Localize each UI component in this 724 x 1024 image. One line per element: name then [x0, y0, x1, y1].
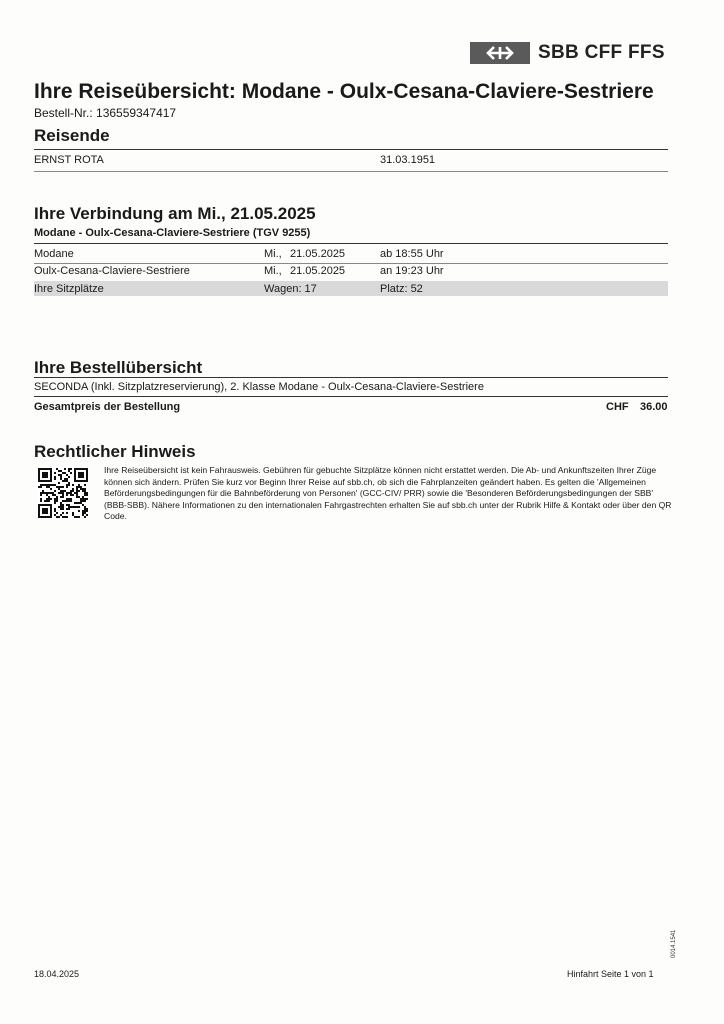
- legal-text: Ihre Reiseübersicht ist kein Fahrausweis. Gebühren für gebuchte Sitzplätze können nicht erstattet werden. Die Ab- und Ankunftszeiten Ihrer Züge können sich ändern. Prüfen Sie kurz vor Beginn Ihrer Reise auf sbb.ch, ob sich die Fahrplanzeiten geändert haben. Es gelten die 'Allgemeinen Beförderungsbedingungen für die Bahnbeförderung von Personen' (GCC-CIV/ PRR) sowie die 'Besonderen Beförderungsbedingungen der SBB' (BBB-SBB). Nähere Informationen zu den internationalen Fahrgastrechten erhalten Sie auf sbb.ch unter der Rubrik Hilfe & Kontakt oder über den QR Code.: [104, 465, 672, 522]
- order-total-rule: [34, 396, 668, 397]
- stop-station: Modane: [34, 248, 74, 260]
- traveller-birthdate: 31.03.1951: [380, 154, 436, 166]
- travellers-rule: [34, 149, 668, 150]
- stop-station: Oulx-Cesana-Claviere-Sestriere: [34, 265, 190, 277]
- seats-coach: Wagen: 17: [264, 283, 317, 295]
- order-amount: 36.00: [640, 401, 668, 413]
- stop-time: an 19:23 Uhr: [380, 265, 444, 277]
- connection-route: Modane - Oulx-Cesana-Claviere-Sestriere (TGV 9255): [34, 227, 311, 239]
- legal-heading: Rechtlicher Hinweis: [34, 442, 196, 461]
- order-heading: Ihre Bestellübersicht: [34, 358, 203, 377]
- footer-code: 0014.1541: [671, 929, 677, 958]
- sbb-logo-text: SBB CFF FFS: [538, 42, 665, 63]
- stop-day: Mi.,: [264, 265, 282, 277]
- row-divider: [34, 263, 668, 264]
- connection-heading: Ihre Verbindung am Mi., 21.05.2025: [34, 204, 316, 223]
- order-currency: CHF: [606, 401, 629, 413]
- order-rule: [34, 377, 668, 378]
- travellers-bottom-rule: [34, 171, 668, 172]
- stop-date: 21.05.2025: [290, 265, 346, 277]
- stop-date: 21.05.2025: [290, 248, 346, 260]
- sbb-logo: [470, 42, 670, 66]
- order-item: SECONDA (Inkl. Sitzplatzreservierung), 2. Klasse Modane - Oulx-Cesana-Claviere-Sestriere: [34, 381, 484, 393]
- seats-label: Ihre Sitzplätze: [34, 283, 104, 295]
- seats-row-background: [34, 281, 668, 296]
- stop-time: ab 18:55 Uhr: [380, 248, 444, 260]
- footer-date: 18.04.2025: [34, 969, 80, 979]
- qr-code-icon: [38, 467, 88, 519]
- connection-rule: [34, 243, 668, 244]
- traveller-name: ERNST ROTA: [34, 154, 104, 166]
- order-total-label: Gesamtpreis der Bestellung: [34, 401, 181, 413]
- order-number: Bestell-Nr.: 136559347417: [34, 106, 177, 120]
- page-title: Ihre Reiseübersicht: Modane - Oulx-Cesana-Claviere-Sestriere: [34, 80, 654, 103]
- stop-day: Mi.,: [264, 248, 282, 260]
- footer-page: Hinfahrt Seite 1 von 1: [567, 969, 654, 979]
- travellers-heading: Reisende: [34, 126, 110, 145]
- seats-seat: Platz: 52: [380, 283, 423, 295]
- sbb-arrow-icon: [470, 42, 530, 64]
